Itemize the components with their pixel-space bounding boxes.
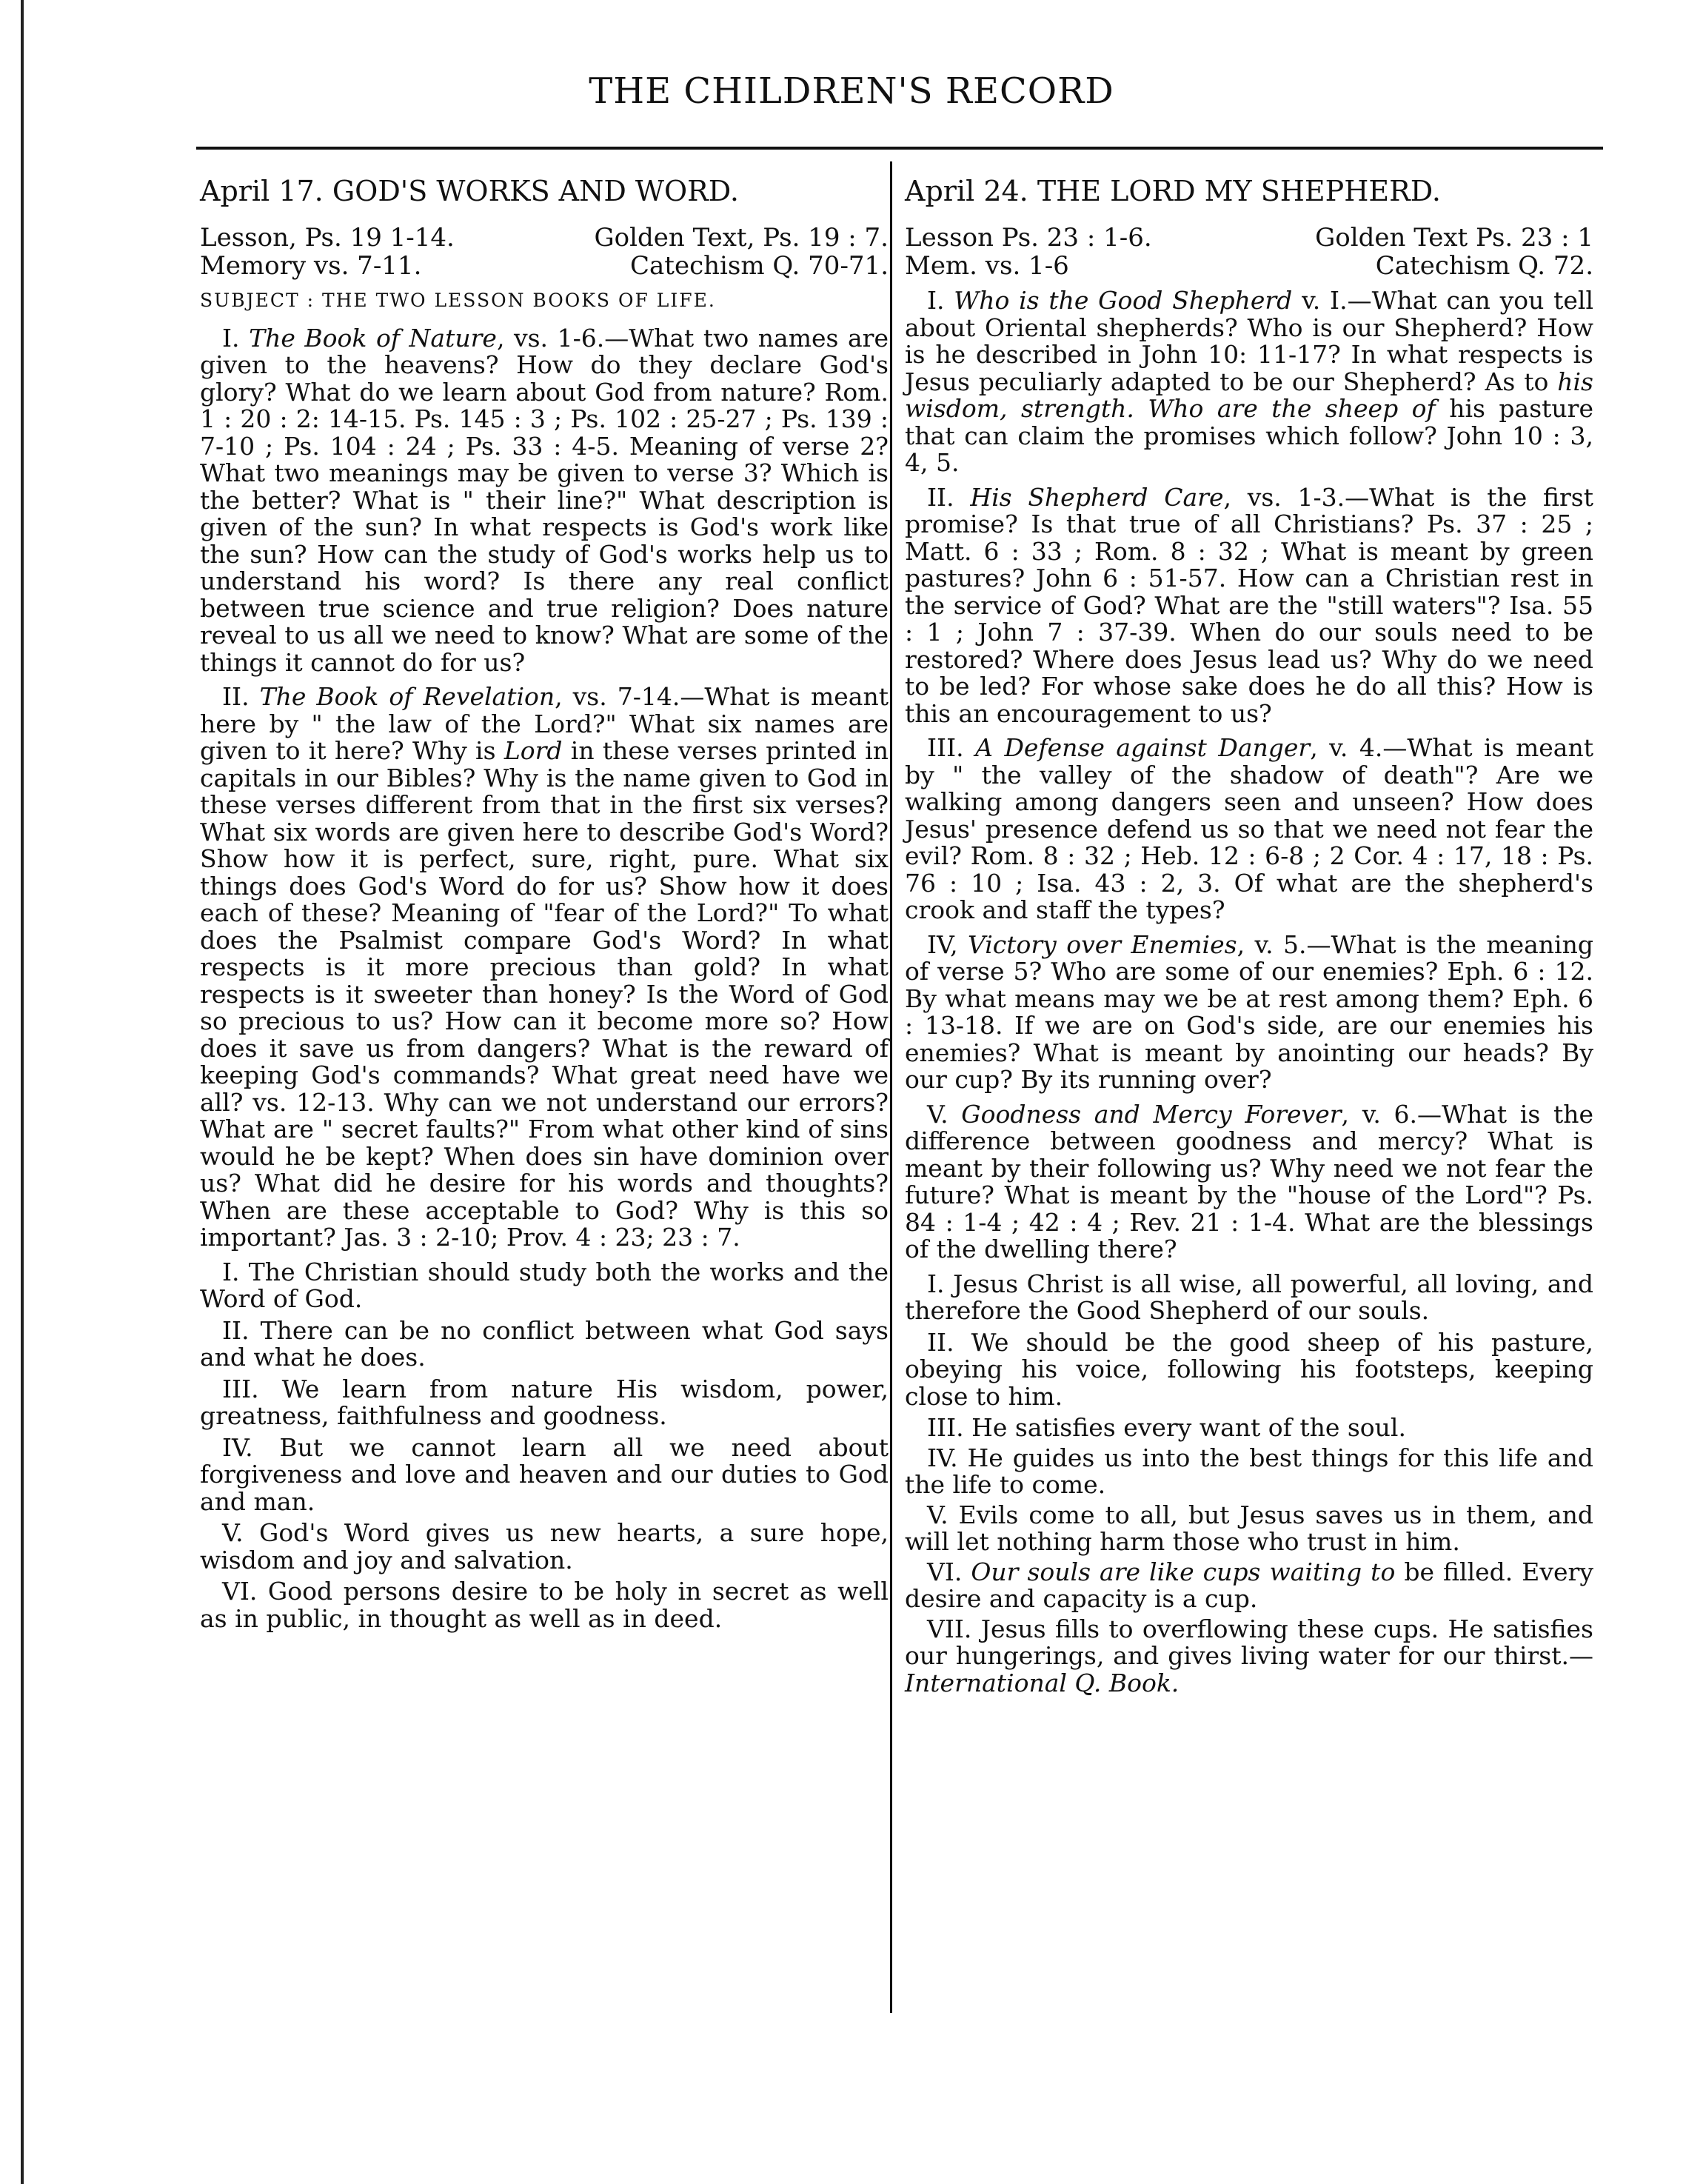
section-text: , v. 5.—What is the meaning of verse 5? Who are some of our enemies? Eph. 6 : 12. By what means may we be at rest among them? Eph. 6 : 13-18. If we are on God's side, are our enemies his enemies? What is meant by anointing our heads? By our cup? By its running over? (905, 929, 1593, 1094)
summary-point (905, 1616, 1593, 1697)
summary-point (905, 1559, 1593, 1613)
lesson-title: April 24. THE LORD MY SHEPHERD. (905, 175, 1441, 207)
section-number: IV, (927, 929, 958, 959)
page-edge (21, 0, 24, 2184)
section-text: his pasture that can claim the promises which follow? John 10 : 3, 4, 5. (905, 394, 1593, 477)
section-number: III. (927, 733, 964, 762)
memory-verses: Memory vs. 7-11. (200, 251, 422, 281)
section-2 (905, 484, 1593, 728)
catechism: Catechism Q. 72. (1375, 251, 1593, 281)
summary-point: III. We learn from nature His wisdom, power, greatness, faithfulness and goodness. (200, 1374, 889, 1430)
section-text: , vs. 1-3.—What is the first promise? Is that true of all Christians? Ps. 37 : 25 ; Matt. 6 : 33 ; Rom. 8 : 32 ; What is meant by green pastures? John 6 : 51-57. How can a Christian rest in the service of God? What are the "still waters"? Isa. 55 : 1 ; John 7 : 37-39. When do our souls need to be restored? Where does Jesus lead us? Why do we need to be led? For whose sake does he do all this? How is this an encouragement to us? (905, 482, 1593, 728)
summary-point: V. God's Word gives us new hearts, a sure hope, wisdom and joy and salvation. (200, 1518, 889, 1574)
column-divider (890, 161, 892, 2013)
summary-point: VI. Good persons desire to be holy in secret as well as in public, in thought as well as in deed. (200, 1577, 889, 1633)
section-number: I. (927, 286, 945, 315)
summary-point: II. We should be the good sheep of his pasture, obeying his voice, following his footsteps, keeping close to him. (905, 1327, 1593, 1411)
lesson-refs (200, 224, 889, 280)
section-text: , vs. 1-6.—What two names are given to the heavens? How do they declare God's glory? What do we learn about God from nature? Rom. 1 : 20 : 2: 14-15. Ps. 145 : 3 ; Ps. 102 : 25-27 ; Ps. 139 : 7-10 ; Ps. 104 : 24 ; Ps. 33 : 4-5. Meaning of verse 2? What two meanings may be given to verse 3? Which is the better? What is " their line?" What description is given of the sun? In what respects is God's work like the sun? How can the study of God's works help us to understand his word? Is there any real conflict between true science and true religion? Does nature reveal to us all we need to know? What are some of the things it cannot do for us? (200, 323, 889, 677)
section-number: II. (222, 682, 250, 711)
lesson-refs (905, 224, 1593, 280)
section-heading: His Shepherd Care (970, 482, 1224, 512)
section-number: I. (222, 323, 240, 353)
summary-point: IV. He guides us into the best things for this life and the life to come. (905, 1443, 1593, 1499)
italic-word: Lord (503, 736, 563, 765)
section-4 (905, 929, 1593, 1094)
section-text: , v. 4.—What is meant by " the valley of the shadow of death"? Are we walking among dangers seen and unseen? How does Jesus' presence defend us so that we need not fear the evil? Rom. 8 : 32 ; Heb. 12 : 6-8 ; 2 Cor. 4 : 17, 18 : Ps. 76 : 10 ; Isa. 43 : 2, 3. Of what are the shepherd's crook and staff the types? (905, 733, 1593, 924)
italic-text: Our souls are like cups waiting to (971, 1557, 1396, 1586)
section-heading: Who is the Good Shepherd (954, 286, 1293, 315)
italic-text: his wisdom, strength. Who are the sheep of (905, 367, 1593, 423)
section-1 (905, 287, 1593, 477)
section-number: V. (927, 1099, 948, 1129)
golden-text: Golden Text, Ps. 19 : 7. (594, 223, 889, 253)
left-column (200, 167, 889, 1637)
section-text: , v. 6.—What is the difference between goodness and mercy? What is meant by their following us? Why need we not fear the future? What is meant by the "house of the Lord"? Ps. 84 : 1-4 ; 42 : 4 ; Rev. 21 : 1-4. What are the blessings of the dwelling there? (905, 1099, 1593, 1263)
section-2 (200, 684, 889, 1252)
section-text: in these verses printed in capitals in our Bibles? Why is the name given to God in these verses different from that in the first six verses? What six words are given here to describe God's Word? Show how it is perfect, sure, right, pure. What six things does God's Word do for us? Show how it does each of these? Meaning of "fear of the Lord?" To what does the Psalmist compare God's Word? In what respects is it more precious than gold? In what respects is it sweeter than honey? Is the Word of God so precious to us? How can it become more so? How does it save us from dangers? What is the reward of keeping God's commands? What great need have we all? vs. 12-13. Why can we not understand our errors? What are " secret faults?" From what other kind of sins would he be kept? When does sin have dominion over us? What did he desire for his words and thoughts? When are these acceptable to God? Why is this so important? Jas. 3 : 2-10; Prov. 4 : 23; 23 : 7. (200, 736, 889, 1252)
section-3 (905, 735, 1593, 924)
source-citation: International Q. Book. (905, 1668, 1180, 1697)
point-text: be filled. Every desire and capacity is a cup. (905, 1557, 1593, 1613)
golden-text: Golden Text Ps. 23 : 1 (1315, 223, 1593, 253)
section-heading: A Defense against Danger (975, 733, 1311, 762)
section-5 (905, 1101, 1593, 1263)
catechism: Catechism Q. 70-71. (630, 251, 889, 281)
point-text: VII. Jesus fills to overflowing these cups. He satisfies our hungerings, and gives living water for our thirst.— (905, 1614, 1593, 1670)
lesson-ref: Lesson, Ps. 19 1-14. (200, 223, 455, 253)
section-text: v. I.—What can you tell about Oriental shepherds? Who is our Shepherd? How is he described in John 10: 11-17? In what respects is Jesus peculiarly adapted to be our Shepherd? As to (905, 286, 1594, 396)
section-heading: Goodness and Mercy Forever (961, 1099, 1342, 1129)
subject-line: SUBJECT : THE TWO LESSON BOOKS OF LIFE. (200, 290, 716, 311)
summary-point: III. He satisfies every want of the soul. (927, 1413, 1406, 1442)
section-number: II. (927, 482, 954, 512)
point-number: VI. (927, 1557, 971, 1586)
memory-verses: Mem. vs. 1-6 (905, 251, 1069, 281)
lesson-ref: Lesson Ps. 23 : 1-6. (905, 223, 1152, 253)
header-rule (196, 147, 1603, 150)
summary-point: II. There can be no conflict between what God says and what he does. (200, 1315, 889, 1372)
section-heading: The Book of Revelation (259, 682, 555, 711)
section-heading: The Book of Nature (249, 323, 497, 353)
lesson-title: April 17. GOD'S WORKS AND WORD. (200, 175, 739, 207)
summary-point: IV. But we cannot learn all we need about forgiveness and love and heaven and our duties to God and man. (200, 1432, 889, 1516)
page-header: THE CHILDREN'S RECORD (589, 70, 1114, 112)
section-1 (200, 325, 889, 677)
section-heading: Victory over Enemies (967, 929, 1237, 959)
summary-point: I. Jesus Christ is all wise, all powerful, all loving, and therefore the Good Shepherd of our souls. (905, 1269, 1593, 1325)
section-text: , vs. 7-14.—What is meant here by " the law of the Lord?" What six names are given to it here? Why is (200, 682, 889, 765)
summary-point: I. The Christian should study both the works and the Word of God. (200, 1257, 889, 1313)
summary-point: V. Evils come to all, but Jesus saves us in them, and will let nothing harm those who trust in him. (905, 1500, 1593, 1556)
right-column (905, 167, 1593, 1700)
